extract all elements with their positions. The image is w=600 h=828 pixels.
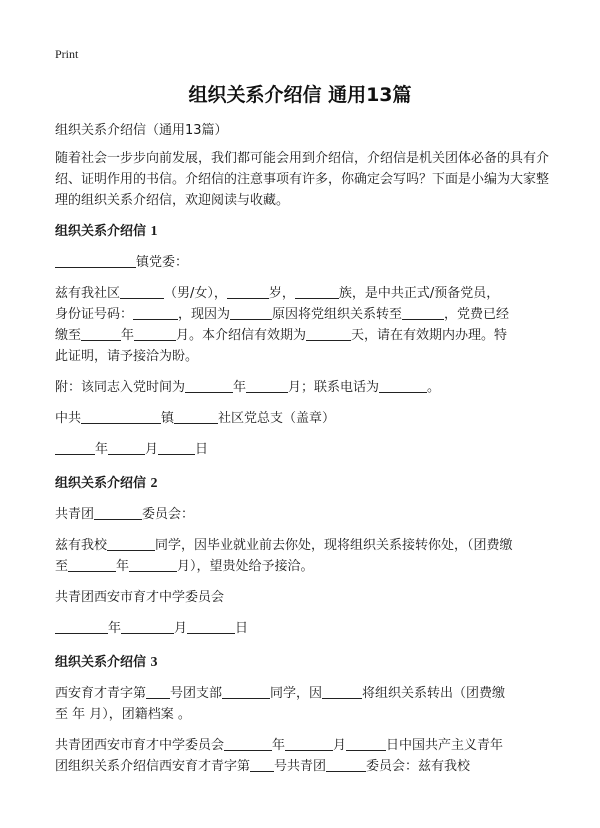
blank-line [108, 440, 145, 455]
blank-line [322, 684, 362, 699]
text-run: 年 [116, 559, 130, 574]
text-run: 身份证号码： [55, 307, 134, 322]
letter-1-number: 1 [150, 224, 158, 239]
letter-3-continuation [55, 735, 555, 777]
blank-line [146, 684, 170, 699]
text-run: ，党费已经 [444, 307, 510, 322]
blank-line [185, 378, 233, 393]
letter-2-addressee [55, 504, 555, 525]
blank-line [134, 326, 176, 341]
text-run: 同学，因 [270, 686, 323, 701]
text-run: 同学，因毕业就业前去你处，现将组织关系接转你处，（团费缴 [155, 538, 513, 553]
text-run: 号共青团 [274, 759, 327, 774]
letter-1-body [55, 283, 555, 367]
text-run: 原因将党组织关系转至 [272, 307, 403, 322]
letter-2-heading-text: 组织关系介绍信 [55, 476, 147, 491]
letter-2-body [55, 535, 555, 577]
blank-line [379, 378, 427, 393]
letter-1-seal [55, 408, 555, 429]
text-run: 社区党总支（盖章） [218, 411, 336, 426]
text-run: 至 年 月），团籍档案 。 [55, 707, 191, 722]
text-run: （男/女）， [164, 286, 227, 301]
blank-line [55, 619, 108, 634]
text-run: 。 [427, 380, 441, 395]
letter-1-note [55, 377, 555, 398]
letter-3-body [55, 683, 555, 725]
text-run: 将组织关系转出（团费缴 [362, 686, 506, 701]
blank-line [94, 505, 142, 520]
blank-line [133, 305, 178, 320]
text-run: 年 [108, 621, 122, 636]
letter-2-heading [55, 473, 555, 494]
text-run: 西安育才青字第 [55, 686, 147, 701]
blank-line [402, 305, 444, 320]
blank-line [81, 409, 161, 424]
blank-line [246, 378, 288, 393]
text-run: 年 [121, 328, 135, 343]
text-run: 镇 [161, 411, 175, 426]
blank-line [306, 326, 351, 341]
blank-line [230, 305, 272, 320]
intro-paragraph: 随着社会一步步向前发展，我们都可能会用到介绍信，介绍信是机关团体必备的具有介绍、证明作用的书信。介绍信的注意事项有许多，你确定会写吗？下面是小编为大家整理的组织关系介绍信，欢迎阅读与收藏。 [55, 151, 550, 208]
blank-line [120, 284, 164, 299]
blank-line [158, 440, 195, 455]
blank-line [222, 684, 270, 699]
text-run: 天，请在有效期内办理。特 [351, 328, 508, 343]
text-run: 月 [145, 442, 159, 457]
text-run: 委员会：兹有我校 [366, 759, 471, 774]
print-link[interactable]: Print [55, 47, 79, 61]
blank-line [81, 326, 121, 341]
document-title: 组织关系介绍信 通用13篇 [188, 84, 412, 106]
blank-line [68, 557, 116, 572]
text-run: 年 [272, 738, 286, 753]
letter-1-date [55, 439, 555, 460]
blank-line [55, 253, 136, 268]
text-run: 团组织关系介绍信西安育才青字第 [55, 759, 251, 774]
blank-line [285, 736, 333, 751]
text-run: 族，是中共正式/预备党员， [338, 286, 500, 301]
text-run: 日 [235, 621, 249, 636]
text-run: 月 [174, 621, 188, 636]
blank-line [121, 619, 174, 634]
text-run: 委员会： [142, 507, 195, 522]
text-run: 缴至 [55, 328, 82, 343]
text-run: 日 [195, 442, 209, 457]
text-run: 兹有我社区 [55, 286, 121, 301]
blank-line [224, 736, 272, 751]
letter-3-number: 3 [150, 655, 158, 670]
letter-2-number: 2 [150, 476, 158, 491]
text-run: 年 [95, 442, 109, 457]
text-run: 此证明，请予接洽为盼。 [55, 349, 199, 364]
text-run: 共青团 [55, 507, 95, 522]
text-run: 年 [233, 380, 247, 395]
document-subtitle: 组织关系介绍信（通用13篇） [55, 123, 228, 138]
blank-line [174, 409, 218, 424]
text-run: ，现因为 [178, 307, 231, 322]
text-run: 月；联系电话为 [288, 380, 380, 395]
text-run: 号团支部 [170, 686, 223, 701]
text-run: 至 [55, 559, 69, 574]
text-run: 附：该同志入党时间为 [55, 380, 186, 395]
blank-line [129, 557, 177, 572]
text-run: 共青团西安市育才中学委员会 [55, 738, 225, 753]
letter-1-addressee [55, 252, 555, 273]
text-run: 镇党委： [136, 255, 189, 270]
text-run: 岁， [268, 286, 295, 301]
text-run: 中共 [55, 411, 82, 426]
blank-line [326, 757, 366, 772]
text-run: 月），望贵处给予接洽。 [177, 559, 314, 574]
letter-1-heading [55, 221, 555, 242]
letter-1-heading-text: 组织关系介绍信 [55, 224, 147, 239]
text-run: 月。本介绍信有效期为 [176, 328, 307, 343]
text-run: 月 [333, 738, 347, 753]
letter-2-date [55, 618, 555, 639]
letter-3-heading [55, 652, 555, 673]
document-body [55, 120, 555, 777]
blank-line [227, 284, 269, 299]
letter-2-signature: 共青团西安市育才中学委员会 [55, 590, 225, 605]
blank-line [250, 757, 274, 772]
text-run: 兹有我校 [55, 538, 108, 553]
text-run: 日中国共产主义青年 [386, 738, 504, 753]
blank-line [107, 536, 155, 551]
blank-line [295, 284, 339, 299]
blank-line [346, 736, 386, 751]
blank-line [187, 619, 235, 634]
blank-line [55, 440, 95, 455]
letter-3-heading-text: 组织关系介绍信 [55, 655, 147, 670]
